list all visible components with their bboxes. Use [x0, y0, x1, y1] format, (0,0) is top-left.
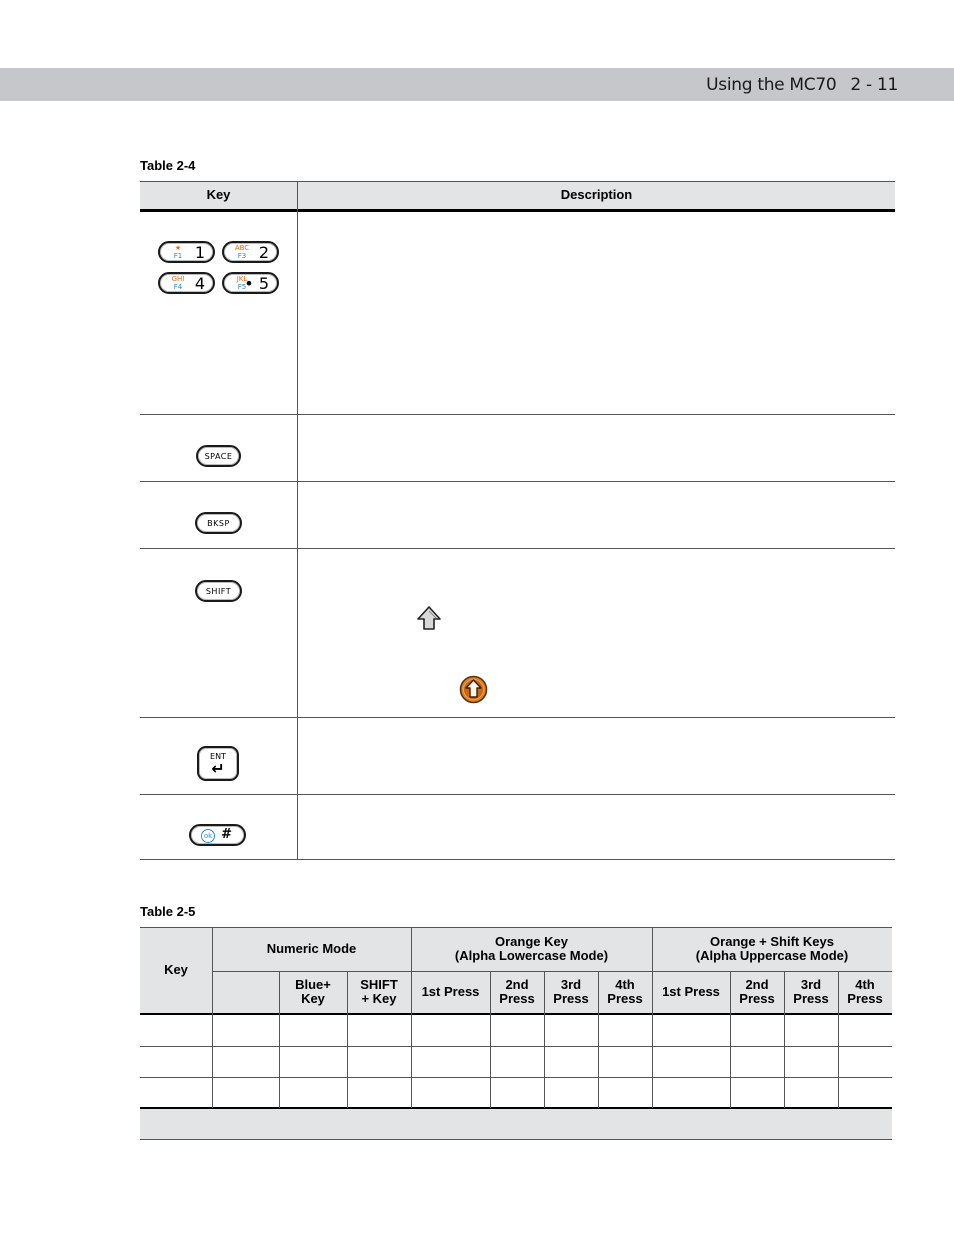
header-shift-4th-press — [838, 971, 892, 1013]
shift-key: SHIFT — [195, 580, 242, 602]
column-divider — [297, 181, 298, 860]
header-o4-line2: Press — [607, 991, 643, 1006]
key-2-label: 2 — [258, 243, 269, 262]
header-o3-line1: 3rd — [560, 977, 582, 992]
table-4-caption: Table 2-4 — [140, 158, 196, 173]
header-shift-key — [347, 971, 411, 1013]
enter-key — [197, 746, 239, 781]
shift-lock-icon — [459, 675, 488, 704]
key-5-alpha-label: JKL — [236, 275, 248, 283]
key-2-alpha-label: ABC — [234, 244, 250, 252]
header-key: Key — [164, 962, 188, 977]
rule — [140, 1107, 892, 1109]
key-4-label: 4 — [194, 274, 205, 293]
key-5-label: • 5 — [244, 274, 269, 293]
table-2-5 — [140, 927, 892, 1140]
key-5-button — [222, 272, 279, 294]
page-number: 2 - 11 — [850, 75, 898, 95]
header-shift-line2: + Key — [361, 991, 397, 1006]
header-s3-line2: Press — [793, 991, 829, 1006]
hash-label: # — [221, 827, 232, 842]
key-2-button — [222, 241, 279, 263]
header-o4-line1: 4th — [615, 977, 635, 992]
header-shift-3rd-press — [784, 971, 838, 1013]
header-orange-3rd-press — [544, 971, 598, 1013]
header-orange-4th-press — [598, 971, 652, 1013]
header-o2-line1: 2nd — [505, 977, 529, 992]
rule — [140, 1139, 892, 1140]
row-divider — [140, 717, 895, 718]
star-icon: ★ — [174, 244, 182, 252]
row-divider — [140, 794, 895, 795]
header-orange-shift-line1: Orange + Shift Keys — [710, 934, 834, 949]
header-key: Key — [206, 187, 231, 202]
row-divider — [140, 481, 895, 482]
header-blue-line1: Blue+ — [295, 977, 331, 992]
header-orange-key — [411, 927, 652, 971]
header-orange-1st-press: 1st Press — [421, 984, 480, 999]
key-4-button — [158, 272, 215, 294]
rule — [140, 1077, 892, 1078]
header-blue-key — [279, 971, 347, 1013]
table-5-caption: Table 2-5 — [140, 904, 196, 919]
space-key: SPACE — [196, 445, 241, 467]
header-shift-1st-press: 1st Press — [662, 984, 720, 999]
header-description: Description — [560, 187, 633, 202]
header-s4-line2: Press — [847, 991, 883, 1006]
header-s4-line1: 4th — [855, 977, 875, 992]
header-s2-line1: 2nd — [745, 977, 769, 992]
header-orange-line2: (Alpha Lowercase Mode) — [454, 948, 609, 963]
enter-key-label: ENT — [210, 751, 226, 761]
rule — [140, 1046, 892, 1047]
row-divider — [140, 414, 895, 415]
header-numeric-mode: Numeric Mode — [266, 941, 357, 956]
row-divider — [140, 859, 895, 860]
enter-arrow-icon: ↵ — [211, 758, 225, 778]
ok-hash-key — [189, 824, 246, 846]
header-blue-line2: Key — [301, 991, 325, 1006]
backspace-key: BKSP — [195, 512, 242, 534]
header-orange-shift-keys — [652, 927, 892, 971]
key-5-function-label: F5 — [237, 283, 247, 291]
shift-arrow-icon — [415, 604, 443, 632]
rule — [140, 1013, 892, 1015]
row-divider — [140, 548, 895, 549]
key-1-function-label: F1 — [173, 252, 183, 260]
key-1-label: 1 — [194, 243, 205, 262]
header-s3-line1: 3rd — [800, 977, 822, 992]
header-orange-2nd-press — [490, 971, 544, 1013]
key-4-function-label: F4 — [173, 283, 183, 291]
page-header — [706, 75, 898, 95]
key-4-alpha-label: GHI — [171, 275, 185, 283]
header-shift-line1: SHIFT — [360, 977, 398, 992]
table-4-header-row — [140, 181, 895, 212]
key-2-function-label: F3 — [237, 252, 247, 260]
header-orange-line1: Orange Key — [495, 934, 568, 949]
header-s2-line2: Press — [739, 991, 775, 1006]
ok-icon: ok — [201, 829, 215, 843]
table-5-footer-row — [140, 1108, 892, 1140]
header-shift-2nd-press — [730, 971, 784, 1013]
header-o2-line2: Press — [499, 991, 535, 1006]
chapter-title: Using the MC70 — [706, 75, 837, 95]
header-orange-shift-line2: (Alpha Uppercase Mode) — [695, 948, 849, 963]
key-1-button — [158, 241, 215, 263]
header-o3-line2: Press — [553, 991, 589, 1006]
